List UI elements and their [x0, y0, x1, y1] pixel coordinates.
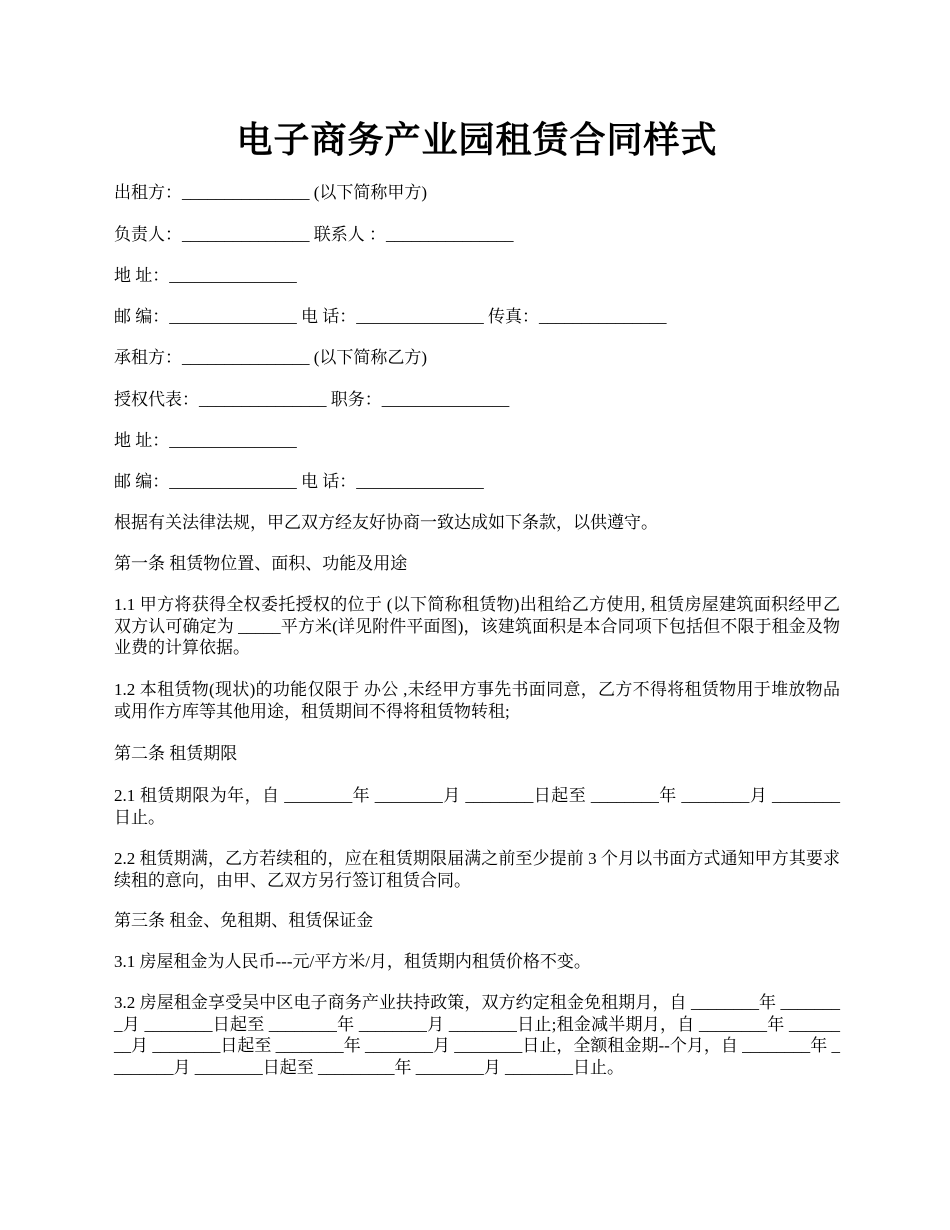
document-title: 电子商务产业园租赁合同样式	[236, 120, 718, 160]
clause-1-2: 1.2 本租赁物(现状)的功能仅限于 办公 ,未经甲方事先书面同意，乙方不得将租赁物用于堆放物品或用作方库等其他用途，租赁期间不得将租赁物转租;	[114, 680, 840, 721]
lessor-address-line: 地 址：_______________	[114, 266, 297, 285]
clause-3-1: 3.1 房屋租金为人民币---元/平方米/月，租赁期内租赁价格不变。	[114, 952, 591, 971]
lessor-contact-line: 负责人：_______________ 联系人 ：_______________	[114, 225, 514, 244]
lessor-line: 出租方：_______________ (以下简称甲方)	[114, 183, 428, 202]
preamble: 根据有关法律法规，甲乙双方经友好协商一致达成如下条款，以供遵守。	[114, 513, 658, 532]
lessee-postcode-line: 邮 编：_______________ 电 话：_______________	[114, 472, 484, 491]
lessee-line: 承租方：_______________ (以下简称乙方)	[114, 348, 428, 367]
clause-1-1: 1.1 甲方将获得全权委托授权的位于 (以下简称租赁物)出租给乙方使用, 租赁房屋建筑面积经甲乙双方认可确定为 _____平方米(详见附件平面图)，该建筑面积是本合同项下包括但不限于租金及物业费的计算依据。	[114, 595, 840, 657]
lessee-representative-line: 授权代表：_______________ 职务：_______________	[114, 390, 510, 409]
article-2-heading: 第二条 租赁期限	[114, 744, 238, 763]
clause-3-2: 3.2 房屋租金享受吴中区电子商务产业扶持政策，双方约定租金免租期月，自 ________年 ________月 ________日起至 ________年 ________月 ________日止;租金减半期月，自 ________年 ________月 ________日起至 ________年 ________月 ________日止，全额租金期--个月，自 ________年 ________月 ________日起至 _________年 ________月 ________日止。	[114, 993, 840, 1077]
lessee-address-line: 地 址：_______________	[114, 431, 297, 450]
clause-2-2: 2.2 租赁期满，乙方若续租的，应在租赁期限届满之前至少提前 3 个月以书面方式通知甲方其要求续租的意向，由甲、乙双方另行签订租赁合同。	[114, 849, 840, 890]
lessor-postcode-line: 邮 编：_______________ 电 话：_______________ 传真：_______________	[114, 307, 667, 326]
article-1-heading: 第一条 租赁物位置、面积、功能及用途	[114, 554, 408, 573]
article-3-heading: 第三条 租金、免租期、租赁保证金	[114, 911, 374, 930]
clause-2-1: 2.1 租赁期限为年，自 ________年 ________月 ________日起至 ________年 ________月 ________日止。	[114, 786, 840, 827]
